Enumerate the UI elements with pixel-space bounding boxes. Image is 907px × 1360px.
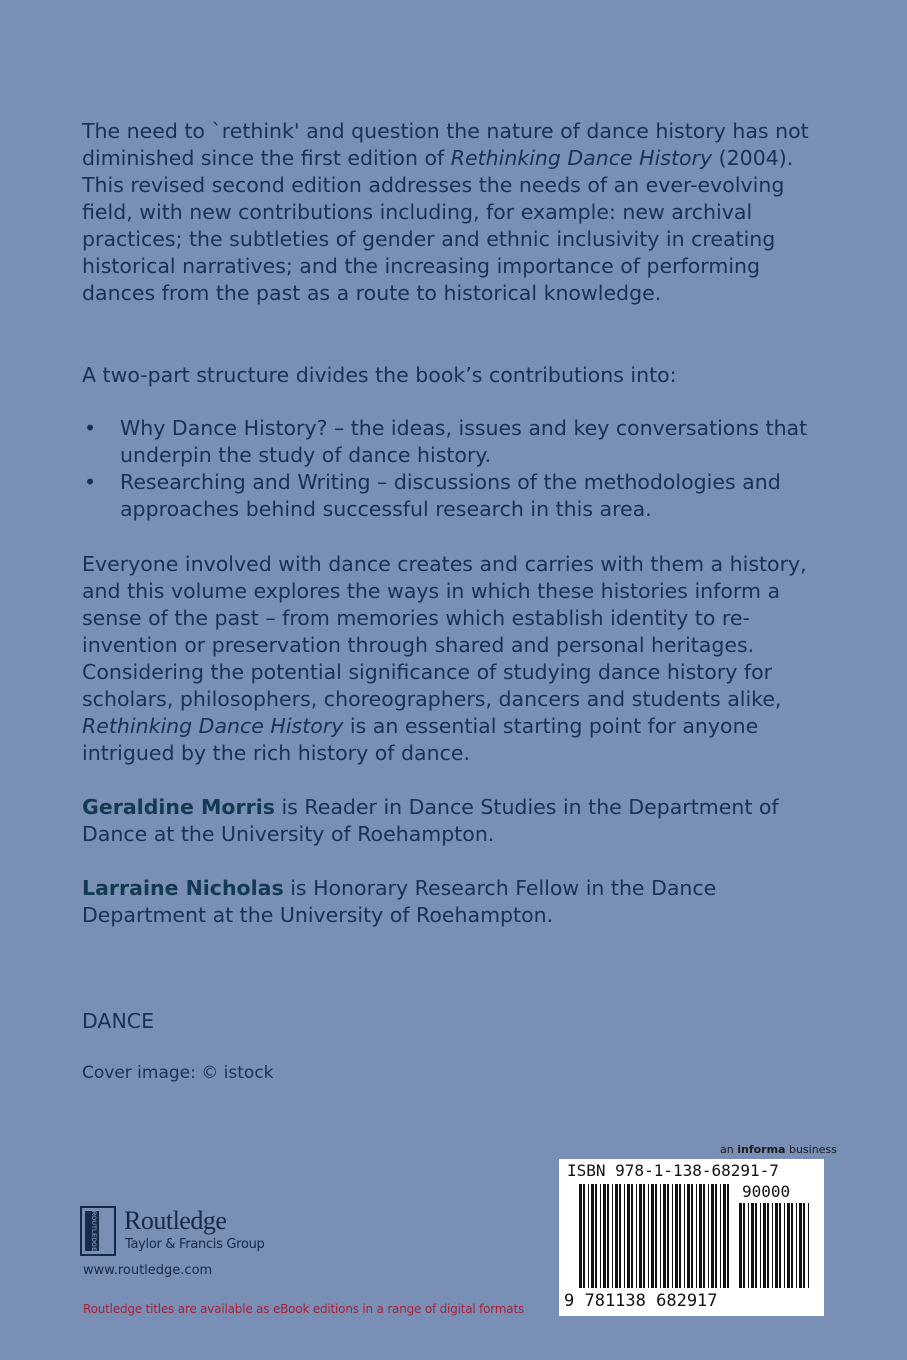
isbn-barcode: [559, 1159, 824, 1316]
ean-number: 9 781138 682917: [564, 1291, 718, 1311]
publisher-website: www.routledge.com: [83, 1263, 213, 1278]
description-text: (2004). This revised second edition addresses the needs of an ever-evolving field, with new contributions including, for example: new archival practices; the subtleties of gender and ethnic inclusivity in creating historical narratives; and the increasing importance of performing dances from the past as a route to historical knowledge.: [82, 146, 794, 305]
author-bio-text: is Honorary Research Fellow in the Dance Department at the University of Roehampton.: [82, 876, 717, 927]
routledge-mark-icon: [80, 1206, 116, 1256]
publisher-name: Routledge: [124, 1206, 227, 1235]
list-item: [82, 469, 827, 523]
description-text: is an essential starting point for anyone intrigued by the rich history of dance.: [82, 714, 759, 765]
ebook-note: Routledge titles are available as eBook editions in a range of digital formats: [83, 1302, 525, 1316]
author-bio-1: [82, 794, 827, 848]
cover-credit: Cover image: © istock: [82, 1063, 274, 1083]
description-text: Everyone involved with dance creates and carries with them a history, and this volume explores the ways in which these histories inform a sense of the past – from memories which establish identity to re-invention or preservation through shared and personal heritages. Considering the potential significance of studying dance history for scholars, philosophers, choreographers, dancers and students alike,: [82, 552, 807, 711]
publisher-logo: [80, 1206, 280, 1262]
author-name: Larraine Nicholas: [82, 876, 284, 900]
price-code: 90000: [742, 1182, 791, 1201]
author-name: Geraldine Morris: [82, 795, 275, 819]
description-paragraph-1: [82, 118, 827, 307]
informa-tagline: [720, 1143, 837, 1157]
bullet-icon: •: [84, 416, 97, 440]
informa-suffix: business: [785, 1143, 837, 1156]
publisher-group: Taylor & Francis Group: [125, 1237, 265, 1252]
description-paragraph-3: [82, 551, 827, 767]
list-item-text: Researching and Writing – discussions of the methodologies and approaches behind successful research in this area.: [120, 470, 781, 521]
list-item: [82, 415, 827, 469]
isbn-number: ISBN 978-1-138-68291-7: [567, 1161, 779, 1180]
author-bio-text: is Reader in Dance Studies in the Department of Dance at the University of Roehampton.: [82, 795, 779, 846]
bullet-list: [82, 415, 827, 523]
subject-category: DANCE: [82, 1009, 155, 1033]
informa-brand: informa: [737, 1143, 786, 1156]
bullet-icon: •: [84, 470, 97, 494]
list-item-text: Why Dance History? – the ideas, issues and key conversations that underpin the study of dance history.: [120, 416, 808, 467]
book-title-italic: Rethinking Dance History: [450, 146, 713, 170]
book-title-italic: Rethinking Dance History: [82, 714, 344, 738]
logo-mark-text: ROUTLEDGE: [90, 1210, 97, 1252]
description-text: The need to `rethink' and question the nature of dance history has not diminished since the first edition of: [82, 119, 809, 170]
description-paragraph-2: A two-part structure divides the book’s contributions into:: [82, 363, 677, 387]
author-bio-2: [82, 875, 827, 929]
informa-prefix: an: [720, 1143, 738, 1156]
